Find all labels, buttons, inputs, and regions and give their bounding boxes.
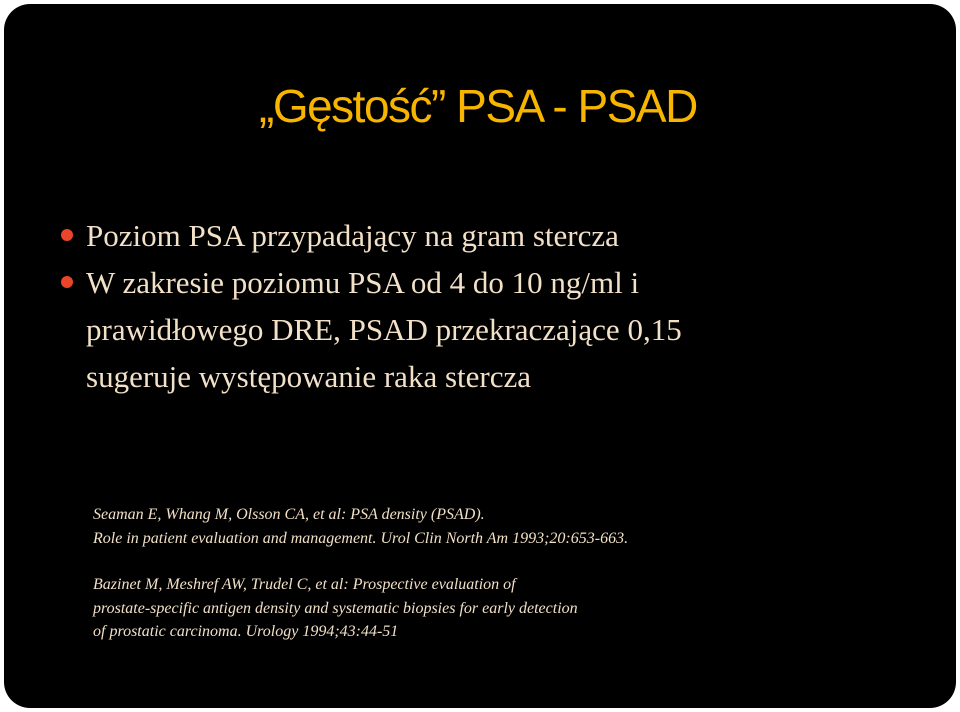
reference-seaman: [93, 503, 628, 550]
bullet-dot-icon: [61, 229, 73, 241]
bullet-line: Poziom PSA przypadający na gram stercza: [86, 218, 619, 253]
reference-line: of prostatic carcinoma. Urology 1994;43:44-51: [93, 623, 399, 640]
bullet-list: [56, 212, 682, 400]
bullet-item: [56, 259, 682, 400]
reference-line: Seaman E, Whang M, Olsson CA, et al: PSA density (PSAD).: [93, 506, 485, 523]
reference-bazinet: [93, 573, 628, 644]
reference-line: Role in patient evaluation and management. Urol Clin North Am 1993;20:653-663.: [93, 529, 629, 547]
reference-line: prostate-specific antigen density and systematic biopsies for early detection: [93, 599, 578, 617]
bullet-line: sugeruje występowanie raka stercza: [86, 359, 531, 394]
reference-line: Bazinet M, Meshref AW, Trudel C, et al: Prospective evaluation of: [93, 576, 516, 593]
references: [93, 503, 628, 667]
bullet-line: W zakresie poziomu PSA od 4 do 10 ng/ml i: [86, 265, 640, 300]
slide-title: „Gęstość” PSA - PSAD: [259, 80, 697, 132]
bullet-dot-icon: [61, 276, 73, 288]
bullet-item: [56, 212, 682, 259]
slide: [4, 4, 956, 708]
bullet-line: prawidłowego DRE, PSAD przekraczające 0,15: [86, 312, 682, 347]
